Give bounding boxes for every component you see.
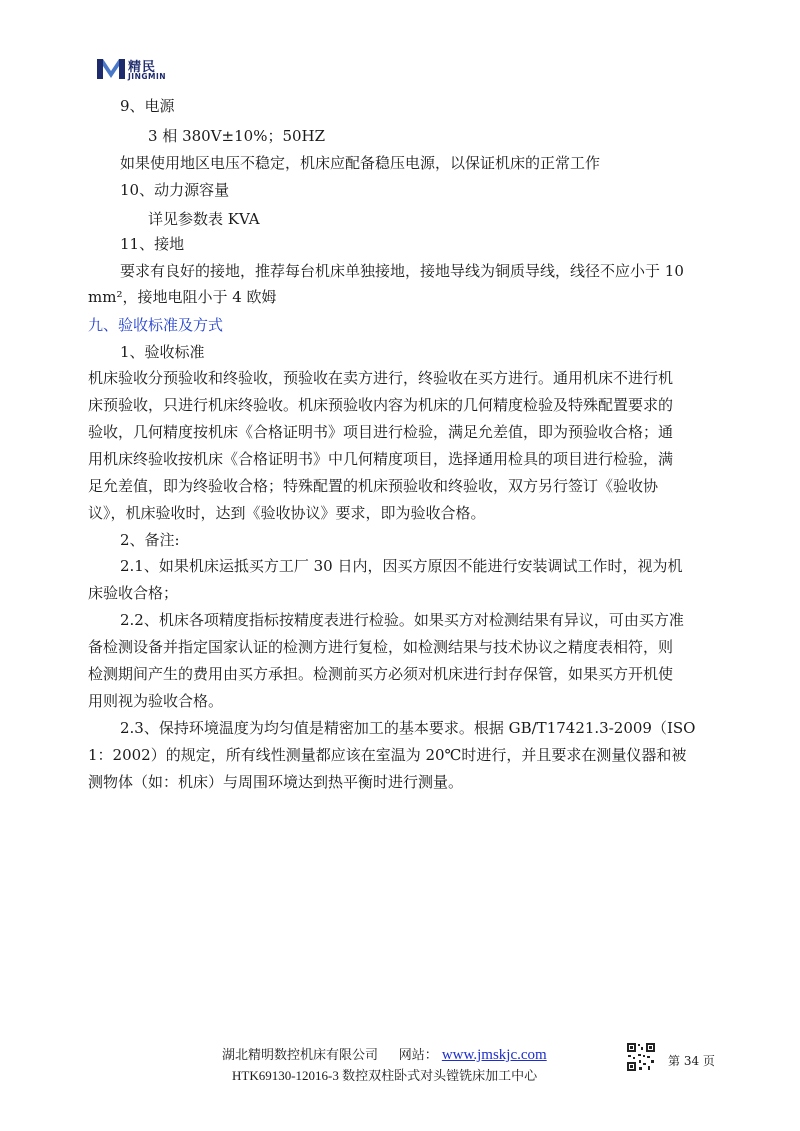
website-link[interactable]: www.jmskjc.com [441,1047,547,1063]
section-11-title: 11、接地 [120,235,185,253]
subheading-remarks: 2、备注: [120,531,180,549]
footer-company-line [222,1044,547,1064]
section-9-title: 9、电源 [120,97,175,115]
paragraph-line: 验收，几何精度按机床《合格证明书》项目进行检验，满足允差值，即为预验收合格；通 [88,423,674,441]
paragraph-line: 1：2002）的规定，所有线性测量都应该在室温为 20℃时进行，并且要求在测量仪器和被 [88,746,687,764]
paragraph-line: 用机床终验收按机床《合格证明书》中几何精度项目，选择通用检具的项目进行检验，满 [88,450,674,468]
paragraph-line: 2.2、机床各项精度指标按精度表进行检验。如果买方对检测结果有异议，可由买方准 [120,611,684,629]
logo-english-name: JINGMIN [128,72,167,81]
paragraph-line: 测物体（如：机床）与周围环境达到热平衡时进行测量。 [88,773,464,791]
section-heading-acceptance: 九、验收标准及方式 [88,316,224,334]
page-number: 第 34 页 [668,1054,715,1068]
section-10-title: 10、动力源容量 [120,181,230,199]
grounding-text-cont: mm²，接地电阻小于 4 欧姆 [88,288,277,306]
footer-company: 湖北精明数控机床有限公司 [222,1048,379,1063]
paragraph-line: 2.3、保持环境温度为均匀值是精密加工的基本要求。根据 GB/T17421.3-2009（ISO [120,719,696,737]
logo-chinese-name: 精民 [128,60,157,75]
subheading-acceptance-standard: 1、验收标准 [120,343,205,361]
paragraph-line: 床验收合格； [88,584,179,602]
paragraph-line: 用则视为验收合格。 [88,692,224,710]
paragraph-line: 2.1、如果机床运抵买方工厂 30 日内，因买方原因不能进行安装调试工作时，视为机 [120,557,683,575]
paragraph-line: 足允差值，即为终验收合格；特殊配置的机床预验收和终验收，双方另行签订《验收协 [88,477,659,495]
footer-doc-title: HTK69130-12016-3 数控双柱卧式对头镗铣床加工中心 [232,1068,538,1083]
capacity-spec: 详见参数表 KVA [148,210,260,228]
paragraph-line: 议》，机床验收时，达到《验收协议》要求，即为验收合格。 [88,504,486,522]
paragraph-line: 检测期间产生的费用由买方承担。检测前买方必须对机床进行封存保管，如果买方开机使 [88,665,674,683]
power-spec: 3 相 380V±10%；50HZ [148,127,326,145]
qr-code-icon [626,1042,656,1072]
paragraph-line: 备检测设备并指定国家认证的检测方进行复检，如检测结果与技术协议之精度表相符，则 [88,638,674,656]
paragraph-line: 机床验收分预验收和终验收，预验收在卖方进行，终验收在买方进行。通用机床不进行机 [88,369,674,387]
paragraph-line: 床预验收，只进行机床终验收。机床预验收内容为机床的几何精度检验及特殊配置要求的 [88,396,674,414]
power-note: 如果使用地区电压不稳定，机床应配备稳压电源，以保证机床的正常工作 [120,154,601,172]
company-logo [96,54,186,86]
footer-site-label: 网站： [398,1048,438,1063]
grounding-text: 要求有良好的接地，推荐每台机床单独接地，接地导线为铜质导线，线径不应小于 10 [120,262,684,280]
jingmin-logo-icon [96,56,126,82]
